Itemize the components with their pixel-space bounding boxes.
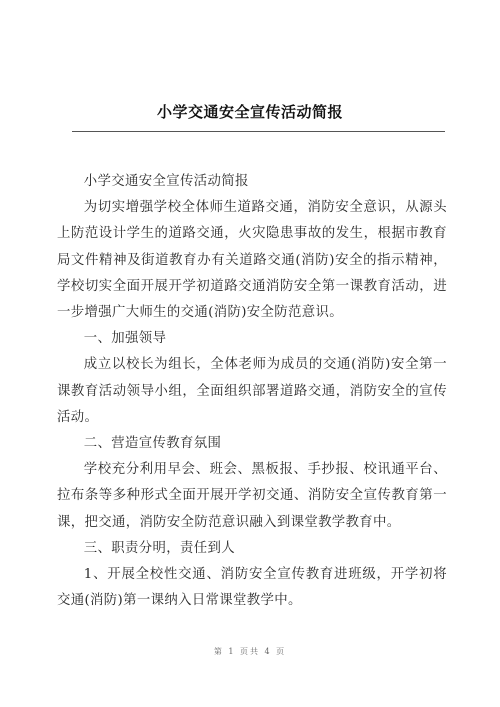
document-body (57, 169, 447, 614)
paragraph-section-2: 学校充分利用早会、班会、黑板报、手抄报、校讯通平台、拉布条等多种形式全面开展开学初交通、消防安全宣传教育第一课，把交通，消防安全防范意识融入到课堂教学教育中。 (57, 462, 447, 530)
paragraph-section-1: 成立以校长为组长，全体老师为成员的交通(消防)安全第一课教育活动领导小组，全面组织部署道路交通，消防安全的宣传活动。 (57, 357, 447, 425)
page-number-footer: 第 1 页共 4 页 (213, 647, 287, 656)
section-heading-1: 一、加强领导 (83, 331, 167, 347)
title-divider (72, 131, 445, 132)
section-heading-2: 二、营造宣传教育氛围 (83, 436, 222, 452)
paragraph-intro: 为切实增强学校全体师生道路交通，消防安全意识，从源头上防范设计学生的道路交通，火灾隐患事故的发生，根据市教育局文件精神及街道教育办有关道路交通(消防)安全的指示精神，学校切实全面开展开学初道路交通消防安全第一课教育活动，进一步增强广大师生的交通(消防)安全防范意识。 (57, 200, 447, 321)
section-heading-3: 三、职责分明，责任到人 (83, 540, 235, 556)
document-title: 小学交通安全宣传活动简报 (156, 103, 343, 121)
paragraph-heading: 小学交通安全宣传活动简报 (83, 174, 249, 189)
paragraph-section-3: 1、开展全校性交通、消防安全宣传教育进班级，开学初将交通(消防)第一课纳入日常课堂教学中。 (57, 567, 447, 609)
